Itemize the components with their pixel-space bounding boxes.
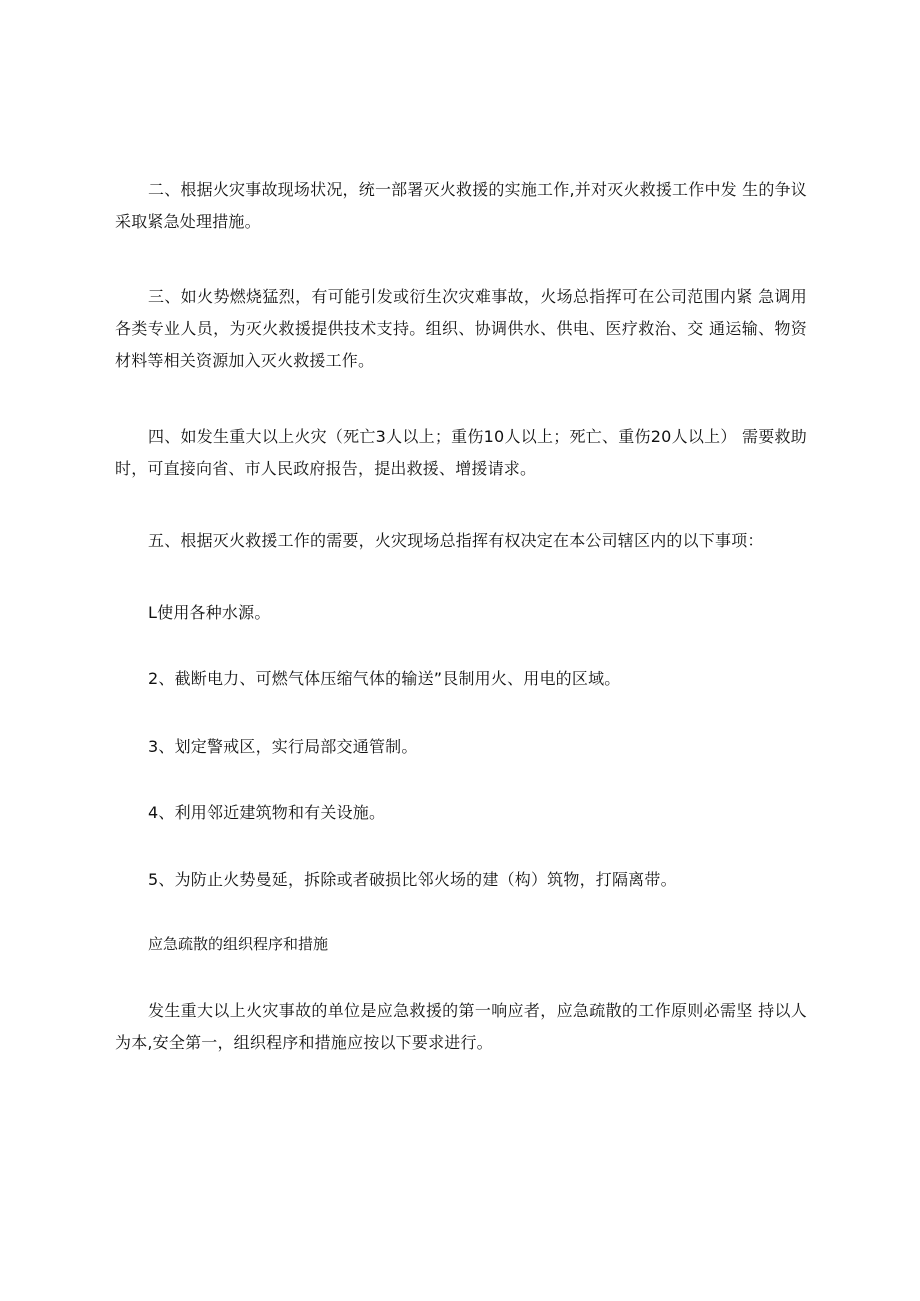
list-item-5: 5、为防止火势曼延，拆除或者破损比邻火场的建（构）筑物，打隔离带。 <box>148 870 677 889</box>
list-item-3: 3、划定警戒区，实行局部交通管制。 <box>148 737 418 756</box>
paragraph-5: 五、根据灭火救援工作的需要，火灾现场总指挥有权决定在本公司辖区内的以下事项： <box>148 531 764 550</box>
paragraph-3: 三、如火势燃烧猛烈，有可能引发或衍生次灾难事故，火场总指挥可在公司范围内紧 急调用各类专业人员，为灭火救援提供技术支持。组织、协调供水、供电、医疗救治、交 通运输、物资材料等相关资源加入灭火救援工作。 <box>115 287 807 370</box>
paragraph-2: 二、根据火灾事故现场状况，统一部署灭火救援的实施工作,并对灭火救援工作中发 生的争议采取紧急处理措施。 <box>115 180 807 231</box>
list-item-2: 2、截断电力、可燃气体压缩气体的输送”艮制用火、用电的区域。 <box>148 669 621 688</box>
section-heading: 应急疏散的组织程序和措施 <box>148 935 329 953</box>
paragraph-4: 四、如发生重大以上火灾（死亡3人以上；重伤10人以上；死亡、重伤20人以上） 需要救助时，可直接向省、市人民政府报告，提出救援、增援请求。 <box>115 427 807 478</box>
list-item-4: 4、利用邻近建筑物和有关设施。 <box>148 803 386 822</box>
list-item-1: L使用各种水源。 <box>148 603 271 622</box>
final-paragraph: 发生重大以上火灾事故的单位是应急救援的第一响应者，应急疏散的工作原则必需坚 持以人为本,安全第一，组织程序和措施应按以下要求进行。 <box>115 1001 807 1052</box>
